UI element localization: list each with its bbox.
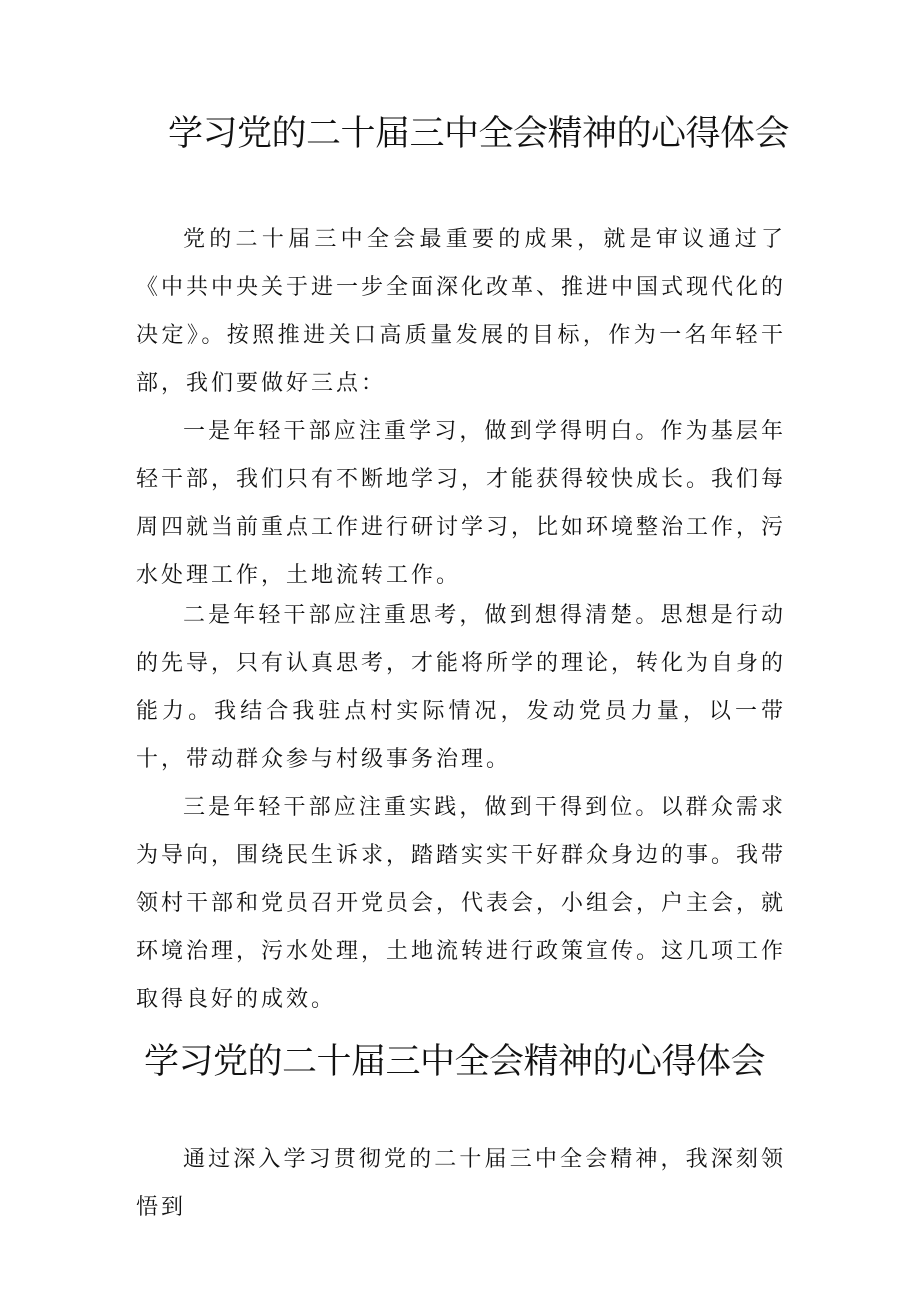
section-title-1: 学习党的二十届三中全会精神的心得体会 bbox=[168, 114, 790, 154]
paragraph-point-one: 一是年轻干部应注重学习，做到学得明白。作为基层年轻干部，我们只有不断地学习，才能获得较快成长。我们每周四就当前重点工作进行研讨学习，比如环境整治工作，污水处理工作，土地流转工作。 bbox=[136, 419, 787, 588]
section-title-2: 学习党的二十届三中全会精神的心得体会 bbox=[144, 1042, 766, 1082]
paragraph-intro: 党的二十届三中全会最重要的成果，就是审议通过了《中共中央关于进一步全面深化改革、推进中国式现代化的决定》。按照推进关口高质量发展的目标，作为一名年轻干部，我们要做好三点： bbox=[136, 227, 787, 396]
paragraph-point-three: 三是年轻干部应注重实践，做到干得到位。以群众需求为导向，围绕民生诉求，踏踏实实干好群众身边的事。我带领村干部和党员召开党员会，代表会，小组会，户主会，就环境治理，污水处理，土地流转进行政策宣传。这几项工作取得良好的成效。 bbox=[136, 795, 787, 1012]
paragraph-point-two: 二是年轻干部应注重思考，做到想得清楚。思想是行动的先导，只有认真思考，才能将所学的理论，转化为自身的能力。我结合我驻点村实际情况，发动党员力量，以一带十，带动群众参与村级事务治理。 bbox=[136, 603, 787, 772]
paragraph-second-intro: 通过深入学习贯彻党的二十届三中全会精神，我深刻领悟到 bbox=[136, 1147, 786, 1220]
